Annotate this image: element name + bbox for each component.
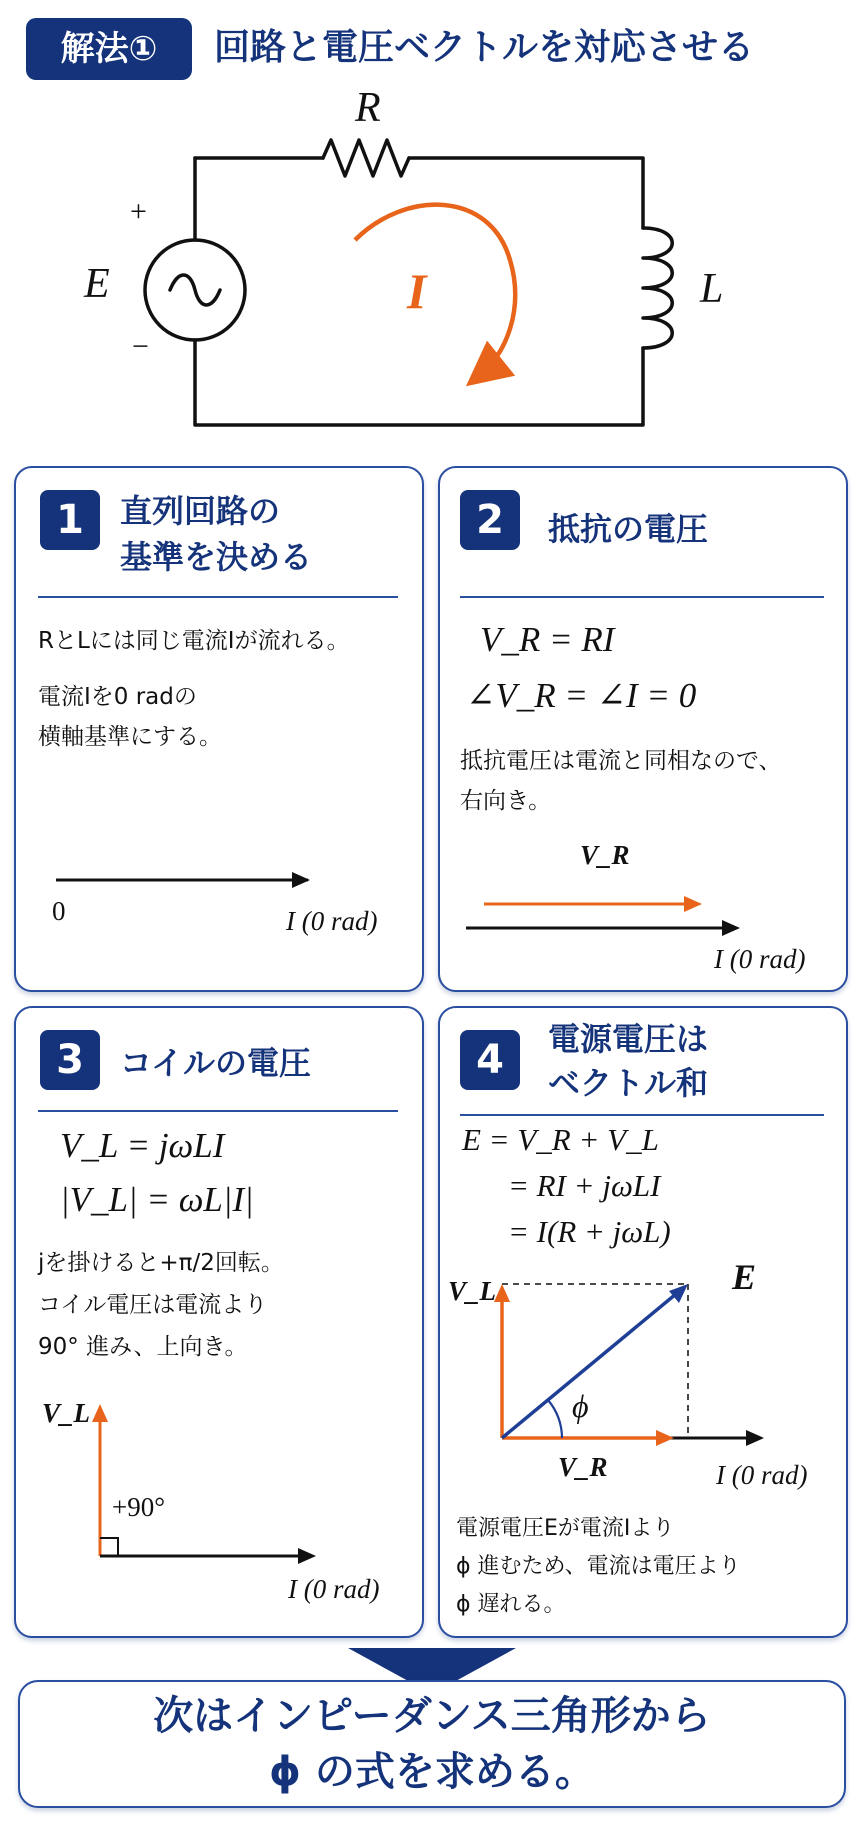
panel-title-line-1: 電源電圧は xyxy=(548,1020,709,1058)
panel-title-line-1: 直列回路の xyxy=(120,492,281,530)
source-label: E xyxy=(84,261,110,307)
formula-e-line-3: = I(R + jωL) xyxy=(508,1214,671,1249)
current-axis-label: I (0 rad) xyxy=(288,1574,380,1604)
page-title: 回路と電圧ベクトルを対応させる xyxy=(214,27,755,68)
resistor-label: R xyxy=(355,85,381,131)
panel-text-line-1: 電源電圧Eが電流Iより xyxy=(456,1516,675,1541)
plus-sign: + xyxy=(130,195,147,228)
panel-text-line-2: ϕ 進むため、電流は電圧より xyxy=(456,1554,741,1579)
panel-source-vector-sum xyxy=(438,1006,848,1638)
formula-e-line-2: = RI + jωLI xyxy=(508,1168,661,1203)
e-vector-label: E xyxy=(732,1257,757,1297)
left-wire-bottom xyxy=(195,340,643,425)
step-number: 2 xyxy=(460,490,520,550)
panel-text-line-1: 抵抗電圧は電流と同相なので、 xyxy=(460,748,782,774)
circuit-diagram xyxy=(0,80,864,460)
angle-label: +90° xyxy=(112,1492,166,1522)
ac-source-wave xyxy=(170,275,220,305)
minus-sign: − xyxy=(132,330,149,363)
formula-e-line-1: E = V_R + V_L xyxy=(462,1122,659,1157)
panel-text-line-2: コイル電圧は電流より xyxy=(38,1292,268,1318)
next-step-line-1: 次はインピーダンス三角形から xyxy=(153,1693,711,1739)
origin-label: 0 xyxy=(52,896,66,926)
current-axis-label: I (0 rad) xyxy=(714,944,806,974)
next-step-line-2: ϕ の式を求める。 xyxy=(269,1749,595,1795)
vr-vector-label: V_R xyxy=(558,1452,608,1482)
panel-text-line-3: 横軸基準にする。 xyxy=(38,724,222,750)
panel-text-line-3: 90° 進み、上向き。 xyxy=(38,1334,248,1360)
inductor-symbol xyxy=(643,228,672,348)
vr-vector-label: V_R xyxy=(580,840,630,870)
step-number: 1 xyxy=(40,490,100,550)
inductor-phasor xyxy=(16,1008,422,1636)
panel-title: 抵抗の電圧 xyxy=(548,510,709,548)
panel-text-line-1: RとLには同じ電流Iが流れる。 xyxy=(38,628,350,654)
inductor-label: L xyxy=(700,266,724,312)
formula-vr: V_R = RI xyxy=(480,620,615,659)
formula-vl: V_L = jωLI xyxy=(60,1126,225,1165)
phi-label: ϕ xyxy=(572,1388,589,1424)
step-number: 4 xyxy=(460,1030,520,1090)
panel-title: コイルの電圧 xyxy=(120,1044,312,1082)
vl-vector-label: V_L xyxy=(42,1398,91,1428)
formula-vl-magnitude: |V_L| = ωL|I| xyxy=(60,1180,254,1219)
panel-resistor-voltage xyxy=(438,466,848,992)
current-axis-label: I (0 rad) xyxy=(286,906,378,936)
resistor-symbol xyxy=(323,140,409,176)
vl-vector-label: V_L xyxy=(448,1276,497,1306)
solution-badge: 解法① xyxy=(26,18,192,80)
panel-inductor-voltage xyxy=(14,1006,424,1638)
current-label: I xyxy=(407,263,427,319)
formula-vr-angle: ∠V_R = ∠I = 0 xyxy=(466,676,697,715)
right-angle-mark xyxy=(100,1538,118,1556)
step-number: 3 xyxy=(40,1030,100,1090)
panel-text-line-2: 右向き。 xyxy=(460,788,552,814)
panel-title-line-2: ベクトル和 xyxy=(548,1064,709,1102)
next-step-box xyxy=(18,1680,846,1808)
panel-text-line-2: 電流Iを0 radの xyxy=(38,684,197,710)
panel-text-line-1: jを掛けると+π/2回転。 xyxy=(38,1250,284,1276)
resistor-phasor xyxy=(440,468,846,990)
top-wire-right xyxy=(409,158,643,228)
panel-title-line-2: 基準を決める xyxy=(120,538,313,576)
current-arrow xyxy=(355,205,515,375)
current-axis-label: I (0 rad) xyxy=(716,1460,808,1490)
panel-text-line-3: ϕ 遅れる。 xyxy=(456,1592,566,1617)
panel-series-reference xyxy=(14,466,424,992)
